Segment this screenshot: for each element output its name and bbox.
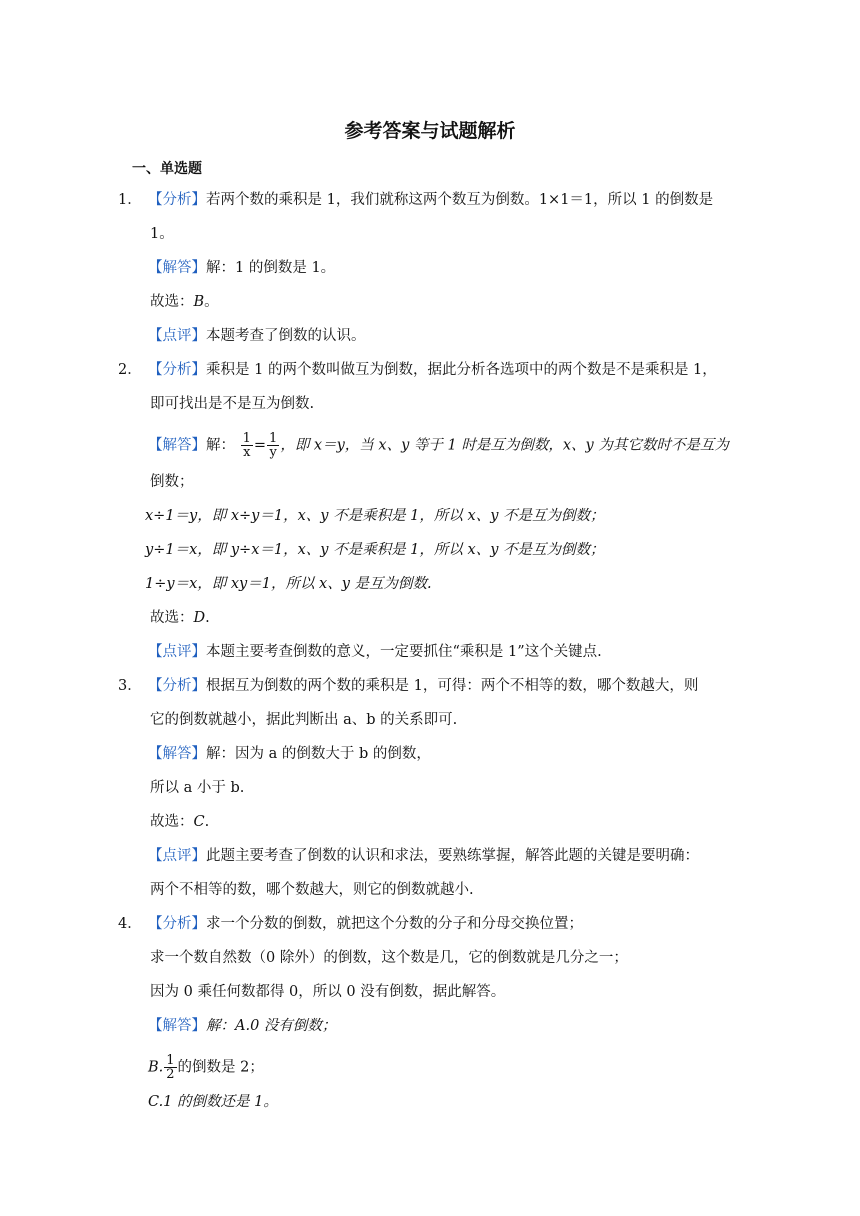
- answer-text: 解：因为 a 的倒数大于 b 的倒数，: [206, 746, 431, 762]
- review-tag: 【点评】: [148, 848, 206, 864]
- question-number: 3．: [118, 678, 142, 694]
- analysis-text: 求一个分数的倒数，就把这个分数的分子和分母交换位置；: [206, 916, 583, 932]
- choice-line: [150, 812, 209, 832]
- answer-line: [148, 744, 431, 764]
- analysis-line: [148, 190, 713, 210]
- analysis-tag: 【分析】: [148, 678, 206, 694]
- analysis-text: 根据互为倒数的两个数的乘积是 1，可得：两个不相等的数，哪个数越大，则: [206, 678, 699, 694]
- answer-line: [148, 1016, 336, 1036]
- analysis-line: [148, 360, 717, 380]
- choice-prefix: 故选：: [150, 610, 194, 626]
- answer-line: [148, 432, 729, 459]
- review-text: 本题考查了倒数的认识。: [206, 328, 366, 344]
- choice-letter: C: [193, 814, 205, 830]
- choice-letter: D: [193, 610, 206, 626]
- option-b-text: 的倒数是 2；: [177, 1059, 264, 1076]
- answer-tag: 【解答】: [148, 1018, 206, 1034]
- choice-suffix: 。: [204, 294, 219, 310]
- review-line: [148, 846, 699, 866]
- question-number: 1．: [118, 192, 142, 208]
- answer-tag: 【解答】: [148, 260, 206, 276]
- review-text: 此题主要考查了倒数的认识和求法，要熟练掌握，解答此题的关键是要明确：: [206, 848, 699, 864]
- review-tag: 【点评】: [148, 644, 206, 660]
- analysis-tag: 【分析】: [148, 192, 206, 208]
- option-b-prefix: B.: [148, 1059, 164, 1076]
- answer-prefix: 解：: [206, 437, 235, 454]
- option-b-line: [148, 1054, 264, 1081]
- case-line: y÷1＝x，即 y÷x＝1，x、y 不是乘积是 1，所以 x、y 不是互为倒数；: [145, 542, 605, 558]
- answer-text: 解：A.0 没有倒数；: [206, 1018, 337, 1034]
- analysis-text: 它的倒数就越小，据此判断出 a、b 的关系即可.: [150, 712, 458, 728]
- choice-suffix: .: [204, 814, 210, 830]
- page-title: 参考答案与试题解析: [344, 120, 516, 142]
- answer-text: 倒数；: [150, 474, 194, 490]
- choice-line: [150, 292, 219, 312]
- review-tag: 【点评】: [148, 328, 206, 344]
- choice-prefix: 故选：: [150, 294, 194, 310]
- answer-line: [148, 258, 335, 278]
- analysis-line: [148, 914, 583, 934]
- equals-sign: =: [253, 437, 267, 454]
- analysis-text: 因为 0 乘任何数都得 0，所以 0 没有倒数，据此解答。: [150, 984, 506, 1000]
- question-number: 2．: [118, 362, 142, 378]
- analysis-text: 即可找出是不是互为倒数.: [150, 396, 315, 412]
- review-line: [148, 642, 602, 662]
- section-heading: 一、单选题: [132, 161, 202, 177]
- answer-text: ，即 x＝y，当 x、y 等于 1 时是互为倒数，x、y 为其它数时不是互为: [280, 437, 729, 454]
- case-line: 1÷y＝x，即 xy＝1，所以 x、y 是互为倒数.: [145, 576, 432, 592]
- choice-line: [150, 608, 210, 628]
- analysis-tag: 【分析】: [148, 362, 206, 378]
- analysis-text: 1。: [150, 226, 174, 242]
- review-text: 本题主要考查倒数的意义，一定要抓住“乘积是 1”这个关键点.: [206, 644, 602, 660]
- question-number: 4．: [118, 916, 142, 932]
- analysis-line: [148, 676, 698, 696]
- fraction-1-over-x: $\frac{1}{x}$: [242, 431, 251, 460]
- answer-tag: 【解答】: [148, 437, 206, 454]
- review-line: [148, 326, 366, 346]
- fraction-1-over-y: $\frac{1}{y}$: [269, 431, 278, 460]
- case-line: x÷1＝y，即 x÷y＝1，x、y 不是乘积是 1，所以 x、y 不是互为倒数；: [145, 508, 605, 524]
- review-text: 两个不相等的数，哪个数越大，则它的倒数就越小.: [150, 882, 474, 898]
- answer-text: 所以 a 小于 b.: [150, 780, 245, 796]
- analysis-text: 若两个数的乘积是 1，我们就称这两个数互为倒数。1×1＝1，所以 1 的倒数是: [206, 192, 714, 208]
- choice-suffix: .: [205, 610, 210, 626]
- fraction-1-over-2: $\frac{1}{2}$: [166, 1053, 175, 1082]
- answer-text: 解：1 的倒数是 1。: [206, 260, 336, 276]
- choice-prefix: 故选：: [150, 814, 194, 830]
- option-c-line: C.1 的倒数还是 1。: [148, 1094, 278, 1110]
- analysis-text: 乘积是 1 的两个数叫做互为倒数，据此分析各选项中的两个数是不是乘积是 1，: [206, 362, 717, 378]
- analysis-text: 求一个数自然数（0 除外）的倒数，这个数是几，它的倒数就是几分之一；: [150, 950, 628, 966]
- answer-tag: 【解答】: [148, 746, 206, 762]
- analysis-tag: 【分析】: [148, 916, 206, 932]
- choice-letter: B: [193, 294, 205, 310]
